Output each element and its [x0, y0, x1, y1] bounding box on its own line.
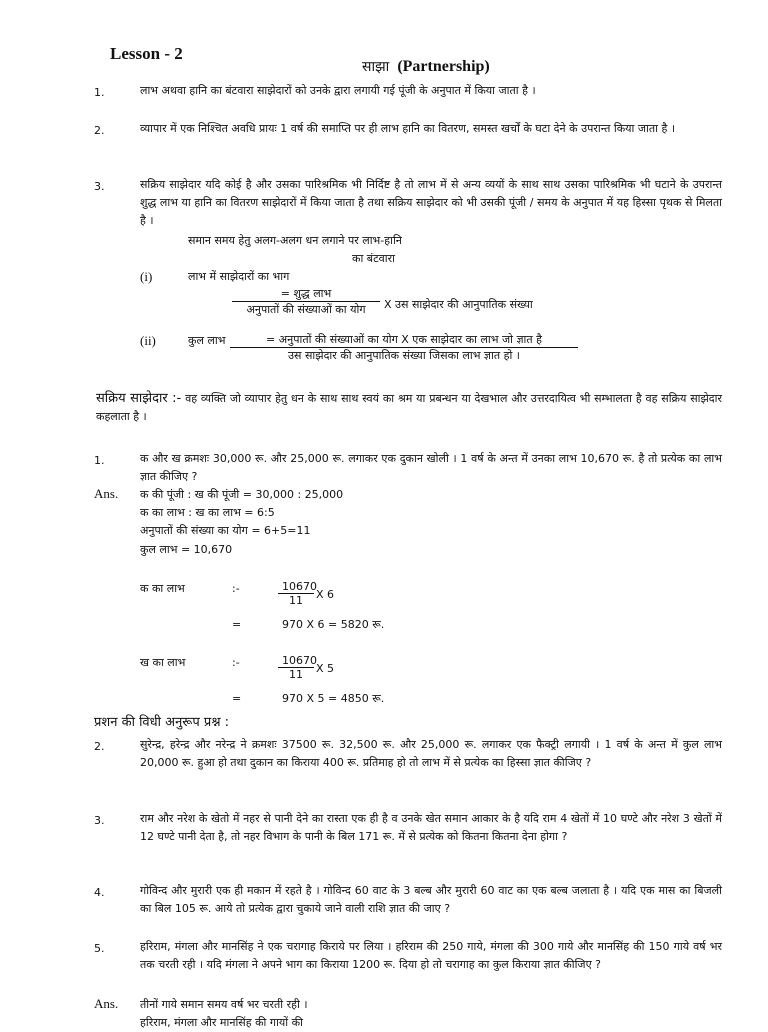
calc-k-result: 970 X 6 = 5820 रू.	[282, 618, 385, 631]
active-partner-term: सक्रिय साझेदार :-	[96, 391, 182, 406]
practice-4-number: 4.	[94, 886, 105, 899]
active-partner-definition	[96, 390, 722, 426]
calc-k-denominator: 11	[289, 594, 303, 607]
calc-kh-separator: :-	[232, 656, 240, 669]
rule-1-multiplier: X उस साझेदार की आनुपातिक संख्या	[384, 298, 533, 311]
rule-1-denominator: अनुपातों की संख्याओं का योग	[246, 303, 366, 316]
practice-2-number: 2.	[94, 740, 105, 753]
answer-1-line: क का लाभ : ख का लाभ = 6:5	[140, 506, 275, 519]
practice-heading: प्रशन की विधी अनुरूप प्रश्न :	[94, 715, 230, 730]
point-3-text: सक्रिय साझेदार यदि कोई है और उसका पारिश्रमिक भी निर्दिष्ट है तो लाभ में से अन्य व्ययों के साथ साथ उसका पारिश्रमिक भी घटाने के उपरान्त शुद्ध लाभ या हानि का वितरण साझेदारों में किया जाता है तथा सक्रिय साझेदार को भी उसकी पूंजी / समय के अनुपात में यह हिस्सा पृथक से मिलता है ।	[140, 178, 722, 227]
practice-3-number: 3.	[94, 814, 105, 827]
question-1-text: क और ख क्रमशः 30,000 रू. और 25,000 रू. लगाकर एक दुकान खोली । 1 वर्ष के अन्त में उनका लाभ 10,670 रू. है तो प्रत्येक का लाभ ज्ञात कीजिए ?	[140, 452, 722, 483]
rule-2-lhs: कुल लाभ	[188, 334, 226, 347]
answer-5-line: हरिराम, मंगला और मानसिंह की गायों की	[140, 1016, 303, 1029]
answer-1-line: अनुपातों की संख्या का योग = 6+5=11	[140, 524, 311, 537]
equal-time-line-1: समान समय हेतु अलग-अलग धन लगाने पर लाभ-हानि	[188, 234, 402, 247]
rule-2-numerator: = अनुपातों की संख्याओं का योग X एक साझेदार का लाभ जो ज्ञात है	[230, 332, 578, 348]
calc-kh-multiplier: X 5	[316, 662, 335, 675]
calc-k-fraction	[278, 580, 317, 607]
rule-2-denominator: उस साझेदार की आनुपातिक संख्या जिसका लाभ ज्ञात हो ।	[288, 349, 520, 362]
practice-4-text: गोविन्द और मुरारी एक ही मकान में रहते है । गोविन्द 60 वाट के 3 बल्ब और मुरारी 60 वाट का एक बल्ब जलाता है । यदि एक मास का बिजली का बिल 105 रू. आये तो प्रत्येक द्वारा चुकाये जाने वाली राशि ज्ञात की जाए ?	[140, 884, 722, 915]
calc-kh-result: 970 X 5 = 4850 रू.	[282, 692, 385, 705]
calc-kh-label: ख का लाभ	[140, 656, 186, 669]
title-hindi: साझा	[362, 60, 390, 75]
rule-2-label: (ii)	[140, 333, 156, 348]
practice-5-number: 5.	[94, 942, 105, 955]
practice-3-text: राम और नरेश के खेतो में नहर से पानी देने का रास्ता एक ही है व उनके खेत समान आकार के है यदि राम 4 खेतों में 10 घण्टे और नरेश 3 खेतों में 12 घण्टे पानी देता है, तो नहर विभाग के पानी के बिल 171 रू. में से प्रत्येक को कितना कितना देना होगा ?	[140, 812, 722, 843]
rule-1-text: लाभ में साझेदारों का भाग	[188, 270, 290, 283]
answer-1-line: कुल लाभ = 10,670	[140, 543, 233, 556]
point-1-number: 1.	[94, 86, 105, 99]
active-partner-text: वह व्यक्ति जो व्यापार हेतु धन के साथ साथ स्वयं का श्रम या प्रबन्धन या देखभाल और उत्तरदायित्व भी सम्भालता है वह सक्रिय साझेदार कहलाता है ।	[96, 392, 722, 423]
title-english: (Partnership)	[397, 58, 490, 75]
calc-k-label: क का लाभ	[140, 582, 185, 595]
lesson-label: Lesson - 2	[110, 44, 183, 63]
answer-5-line: तीनों गाये समान समय वर्ष भर चरती रही ।	[140, 998, 308, 1011]
answer-1-label: Ans.	[94, 486, 119, 501]
point-3-number: 3.	[94, 180, 105, 193]
rule-1-label: (i)	[140, 269, 153, 284]
question-1-number: 1.	[94, 454, 105, 467]
rule-2-fraction	[230, 332, 578, 363]
point-1-text: लाभ अथवा हानि का बंटवारा साझेदारों को उनके द्वारा लगायी गई पूंजी के अनुपात में किया जाता है ।	[140, 84, 536, 97]
calc-kh-fraction	[278, 654, 317, 681]
calc-kh-denominator: 11	[289, 668, 303, 681]
practice-2-text: सुरेन्द्र, हरेन्द्र और नरेन्द्र ने क्रमशः 37500 रू. 32,500 रू. और 25,000 रू. लगाकर एक फैक्ट्री लगायी । 1 वर्ष के अन्त में कुल लाभ 20,000 रू. हुआ हो तथा दुकान का किराया 400 रू. प्रतिमाह हो तो लाभ में से प्रत्येक का हिस्सा ज्ञात कीजिए ?	[140, 738, 722, 769]
calc-kh-numerator: 10670	[278, 654, 314, 668]
calc-k-separator: :-	[232, 582, 240, 595]
calc-k-multiplier: X 6	[316, 588, 335, 601]
page-title	[362, 57, 490, 76]
point-2-text: व्यापार में एक निश्चित अवधि प्रायः 1 वर्ष की समाप्ति पर ही लाभ हानि का वितरण, समस्त खर्चों के घटा देने के उपरान्त किया जाता है ।	[140, 122, 676, 135]
calc-kh-equals: =	[232, 692, 242, 705]
rule-1-fraction	[232, 286, 380, 317]
calc-k-equals: =	[232, 618, 242, 631]
calc-k-numerator: 10670	[278, 580, 314, 594]
practice-5-text: हरिराम, मंगला और मानसिंह ने एक चरागाह किराये पर लिया । हरिराम की 250 गाये, मंगला की 300 गाये और मानसिंह की 150 गाये वर्ष भर तक चरती रही । यदि मंगला ने अपने भाग का किराया 1200 रू. दिया हो तो चरागाह का कुल किराया ज्ञात कीजिए ?	[140, 940, 722, 971]
point-2-number: 2.	[94, 124, 105, 137]
rule-1-numerator: = शुद्ध लाभ	[232, 286, 380, 302]
answer-5-label: Ans.	[94, 996, 119, 1011]
equal-time-line-2: का बंटवारा	[352, 252, 395, 265]
answer-1-line: क की पूंजी : ख की पूंजी = 30,000 : 25,000	[140, 488, 344, 501]
